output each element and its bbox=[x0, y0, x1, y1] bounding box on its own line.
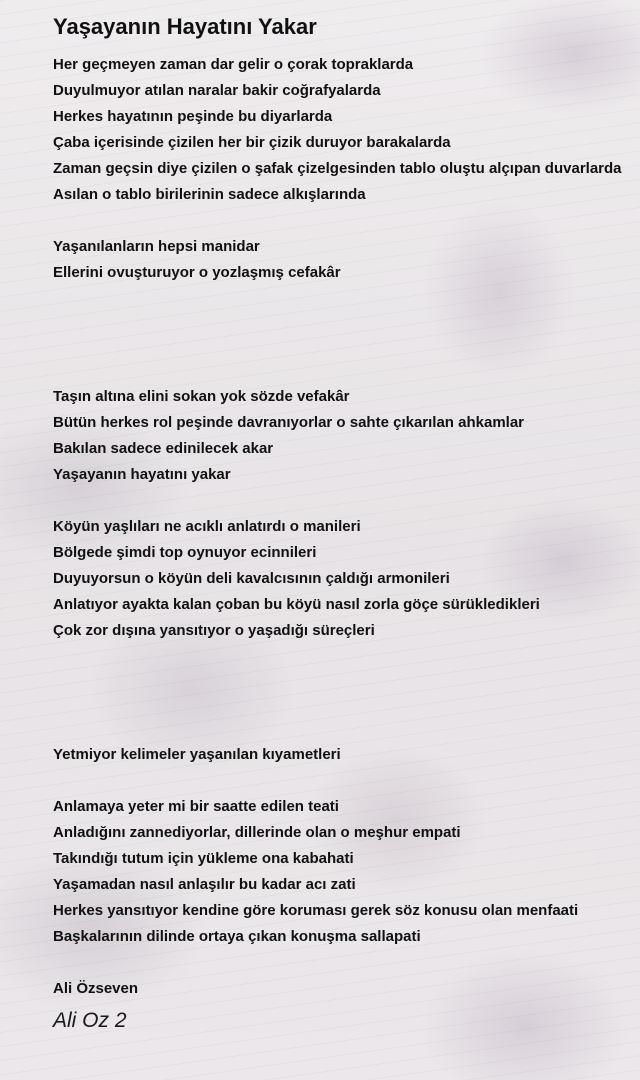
poem-line: Bütün herkes rol peşinde davranıyorlar o sahte çıkarılan ahkamlar bbox=[53, 414, 525, 431]
poem-line: Bölgede şimdi top oynuyor ecinnileri bbox=[53, 544, 317, 561]
poem-line: Yetmiyor kelimeler yaşanılan kıyametleri bbox=[53, 746, 341, 763]
stanza-gap bbox=[53, 488, 628, 514]
poem-line: Yaşanılanların hepsi manidar bbox=[53, 238, 260, 255]
poem-line: Çaba içerisinde çizilen her bir çizik duruyor barakalarda bbox=[53, 134, 451, 151]
poem-line: Her geçmeyen zaman dar gelir o çorak topraklarda bbox=[53, 56, 414, 73]
stanza-gap bbox=[53, 208, 628, 234]
poem-line: Herkes yansıtıyor kendine göre koruması gerek söz konusu olan menfaati bbox=[53, 902, 579, 919]
stanza-4 bbox=[53, 514, 628, 644]
stanza-gap bbox=[53, 286, 628, 384]
poem-line: Ellerini ovuşturuyor o yozlaşmış cefakâr bbox=[53, 264, 341, 281]
poem-line: Zaman geçsin diye çizilen o şafak çizelgesinden tablo oluştu alçıpan duvarlarda bbox=[53, 160, 622, 177]
stanza-3 bbox=[53, 384, 628, 488]
poem-container bbox=[53, 12, 628, 1036]
poem-line: Anladığını zannediyorlar, dillerinde olan o meşhur empati bbox=[53, 824, 461, 841]
poem-line: Duyulmuyor atılan naralar bakir coğrafyalarda bbox=[53, 82, 381, 99]
poem-line: Asılan o tablo birilerinin sadece alkışlarında bbox=[53, 186, 366, 203]
author-signature: Ali Oz 2 bbox=[53, 1009, 127, 1032]
poem-title: Yaşayanın Hayatını Yakar bbox=[53, 14, 317, 39]
poem-line: Herkes hayatının peşinde bu diyarlarda bbox=[53, 108, 333, 125]
poem-line: Taşın altına elini sokan yok sözde vefakâr bbox=[53, 388, 350, 405]
stanza-gap bbox=[53, 644, 628, 742]
poem-line: Anlatıyor ayakta kalan çoban bu köyü nasıl zorla göçe sürükledikleri bbox=[53, 596, 540, 613]
stanza-6 bbox=[53, 794, 628, 950]
poem-line: Bakılan sadece edinilecek akar bbox=[53, 440, 274, 457]
stanza-1 bbox=[53, 52, 628, 208]
poem-line: Köyün yaşlıları ne acıklı anlatırdı o manileri bbox=[53, 518, 361, 535]
poem-line: Duyuyorsun o köyün deli kavalcısının çaldığı armonileri bbox=[53, 570, 450, 587]
stanza-gap bbox=[53, 768, 628, 794]
poem-line: Yaşayanın hayatını yakar bbox=[53, 466, 231, 483]
poem-line: Anlamaya yeter mi bir saatte edilen teati bbox=[53, 798, 339, 815]
stanza-2 bbox=[53, 234, 628, 286]
stanza-5 bbox=[53, 742, 628, 768]
poem-line: Yaşamadan nasıl anlaşılır bu kadar acı zati bbox=[53, 876, 356, 893]
poem-line: Takındığı tutum için yükleme ona kabahati bbox=[53, 850, 354, 867]
poem-line: Başkalarının dilinde ortaya çıkan konuşma sallapati bbox=[53, 928, 421, 945]
poem-author: Ali Özseven bbox=[53, 980, 139, 997]
poem-line: Çok zor dışına yansıtıyor o yaşadığı süreçleri bbox=[53, 622, 375, 639]
